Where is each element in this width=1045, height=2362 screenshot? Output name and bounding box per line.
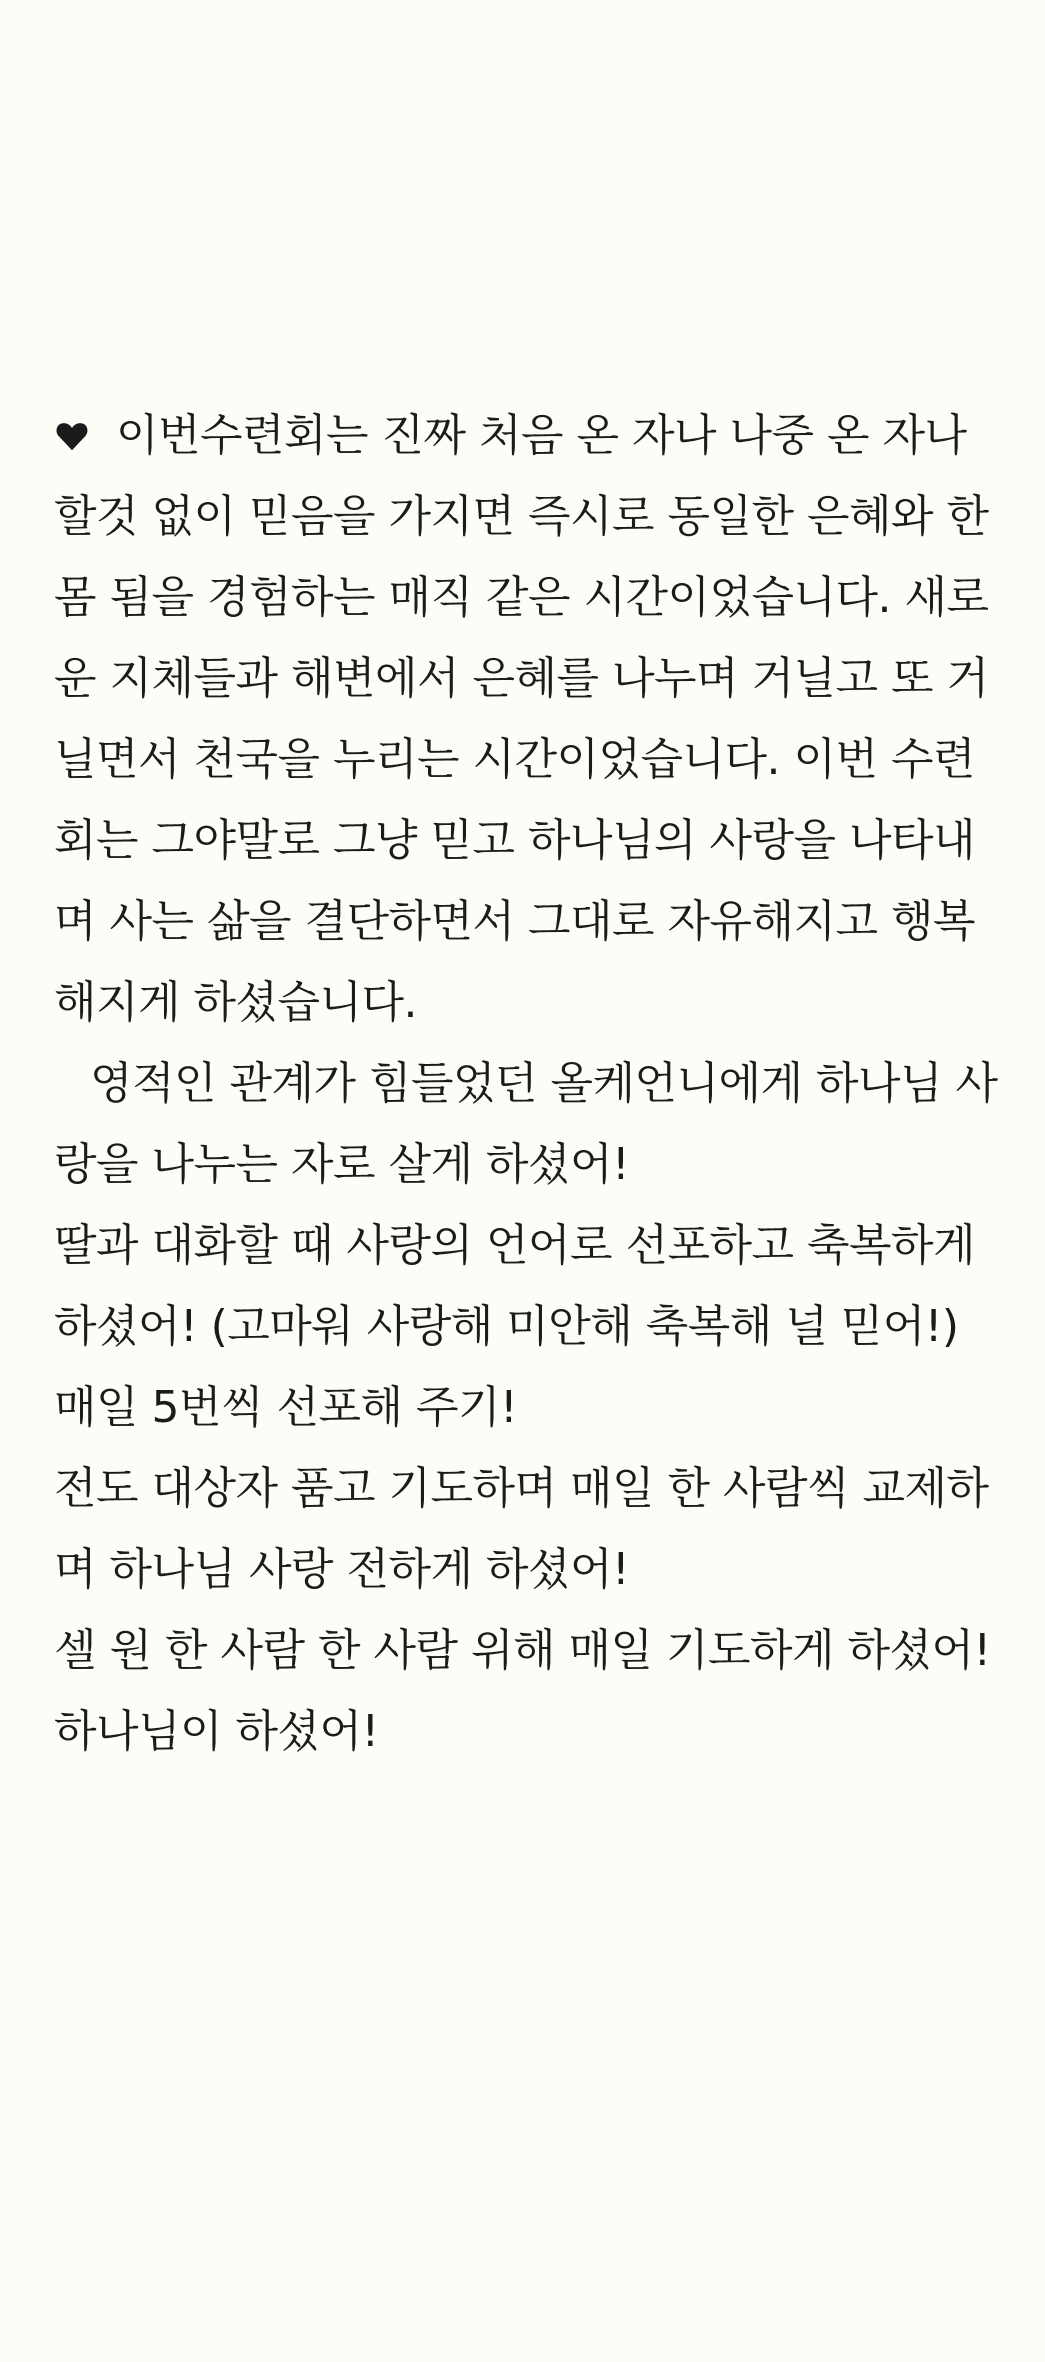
paragraph2-line-9: 하나님이 하셨어! — [54, 1706, 379, 1757]
paragraph2-line-5: 매일 5번씩 선포해 주기! — [54, 1382, 518, 1433]
heart-icon — [54, 418, 90, 454]
paragraph1-line-8: 해지게 하셨습니다. — [54, 977, 418, 1028]
paragraph1-line-7: 며 사는 삶을 결단하면서 그대로 자유해지고 행복 — [54, 896, 975, 947]
paragraph1-line-6: 회는 그야말로 그냥 믿고 하나님의 사랑을 나타내 — [54, 815, 975, 866]
testimony-text — [54, 395, 998, 1772]
paragraph2-line-6: 전도 대상자 품고 기도하며 매일 한 사람씩 교제하 — [54, 1463, 989, 1514]
paragraph2-line-3: 딸과 대화할 때 사랑의 언어로 선포하고 축복하게 — [54, 1220, 975, 1271]
paragraph2-line-8: 셀 원 한 사람 한 사람 위해 매일 기도하게 하셨어! — [54, 1625, 991, 1676]
paragraph1-line-1: 이번수련회는 진짜 처음 온 자나 나중 온 자나 — [116, 410, 967, 461]
paragraph2-line-4: 하셨어! (고마워 사랑해 미안해 축복해 널 믿어!) — [54, 1301, 959, 1352]
paragraph2-line-2: 랑을 나누는 자로 살게 하셨어! — [54, 1139, 630, 1190]
paragraph1-line-5: 닐면서 천국을 누리는 시간이었습니다. 이번 수련 — [54, 734, 975, 785]
paragraph1-line-2: 할것 없이 믿음을 가지면 즉시로 동일한 은혜와 한 — [54, 491, 989, 542]
text-line — [54, 395, 994, 476]
paragraph2-line-7: 며 하나님 사랑 전하게 하셨어! — [54, 1544, 630, 1595]
paragraph1-line-3: 몸 됨을 경험하는 매직 같은 시간이었습니다. 새로 — [54, 572, 989, 623]
paragraph1-line-4: 운 지체들과 해변에서 은혜를 나누며 거닐고 또 거 — [54, 653, 989, 704]
paragraph2-line-1: 영적인 관계가 힘들었던 올케언니에게 하나님 사 — [90, 1058, 998, 1109]
